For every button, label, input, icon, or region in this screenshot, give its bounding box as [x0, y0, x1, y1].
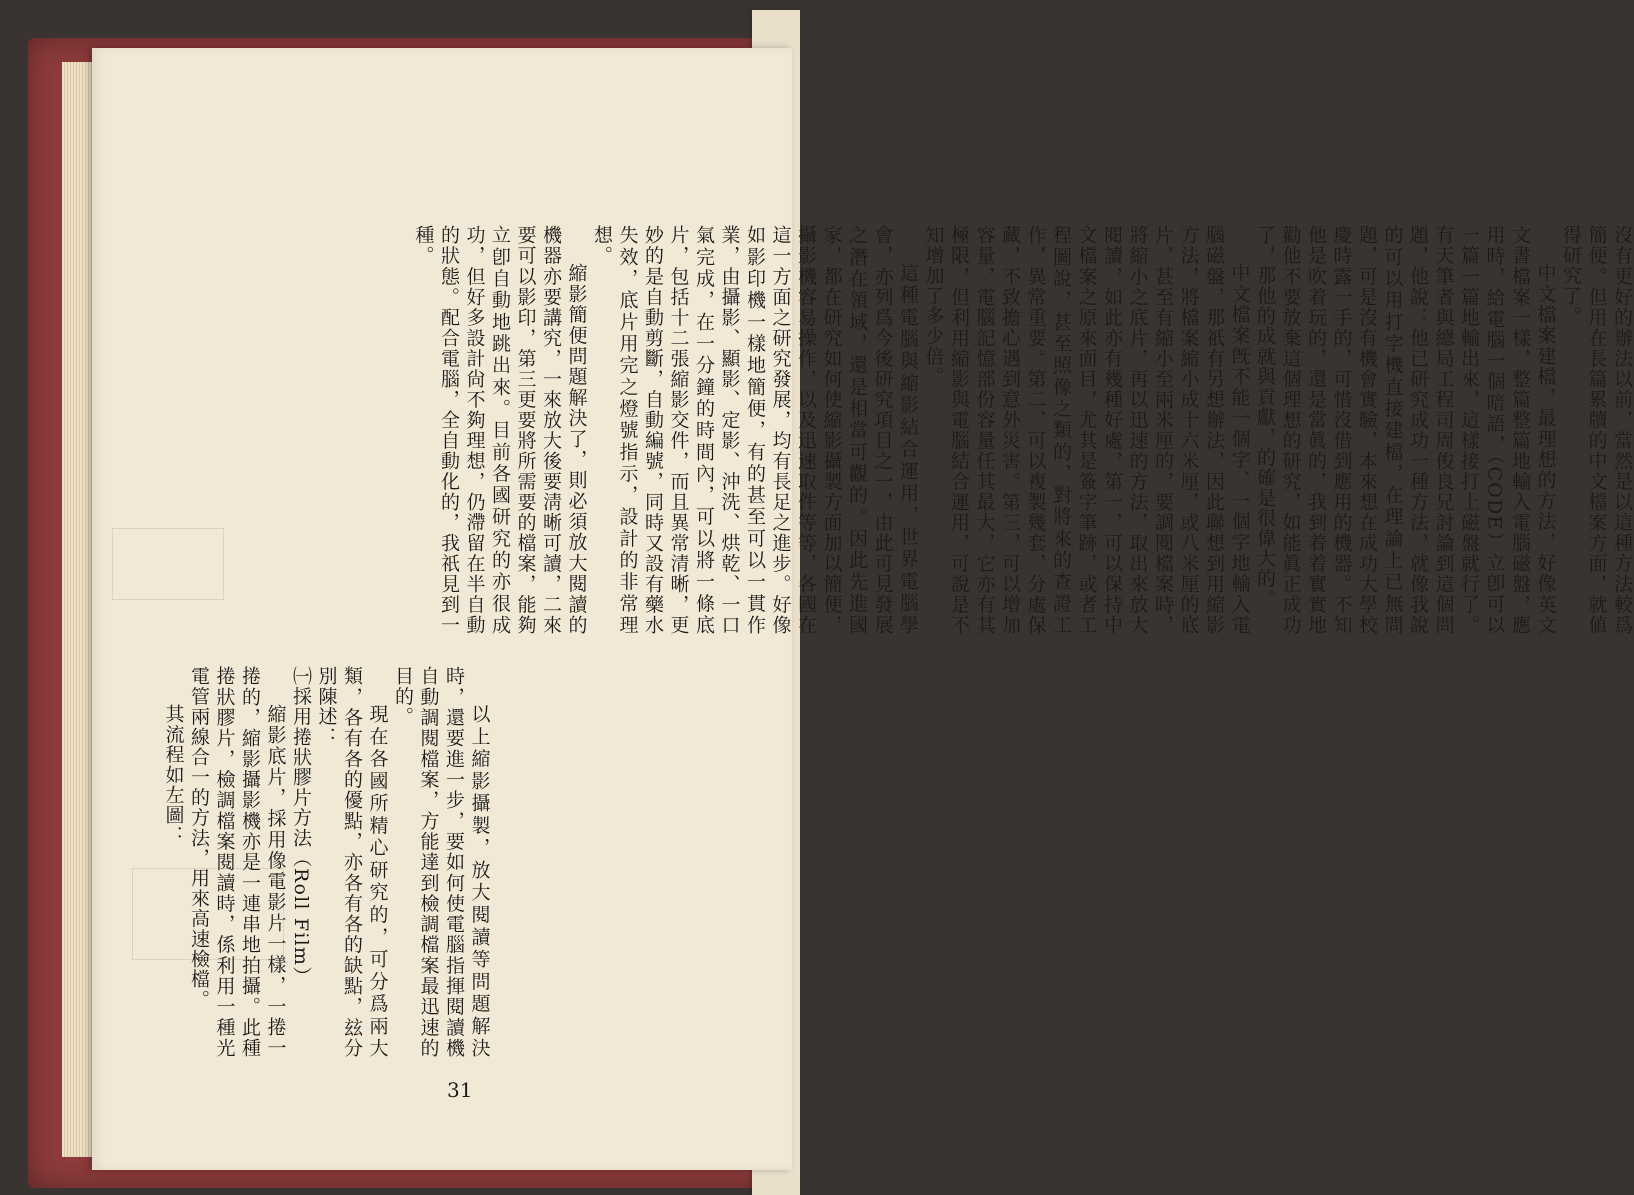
page-edges [62, 62, 96, 1157]
paragraph: 以上縮影攝製，放大閱讀等問題解決時，還要進一步，要如何使電腦指揮閱讀機自動調閱檔案，方能達到檢調檔案最迅速的目的。 [392, 666, 491, 1058]
paragraph: 縮影簡便問題解決了，則必須放大閱讀的機器亦要講究，一來放大後要淸晰可讀，二來要可以影印，第三更要將所需要的檔案，能夠立卽自動地跳出來。目前各國研究的亦很成功，但好多設計尙不夠理想，仍滯留在半自動的狀態。配合電腦，全自動化的，我祇見到一種。 [412, 225, 588, 635]
paragraph: 縮影底片，採用像電影片一樣，一捲一捲的，縮影攝影機亦是一連串地拍攝。此種捲狀膠片，檢調檔案閱讀時，係利用一種光電管兩線合一的方法，用來高速檢檔。 [188, 666, 287, 1058]
upper-text-block [410, 225, 1634, 635]
paragraph: 中文檔案旣不能一個字、一個字地輸入電腦磁盤，那祇有另想辦法，因此聯想到用縮影方法，將檔案縮小成十六米厘，或八米厘的底片，甚至有縮小至兩米厘的，要調閱檔案時，將縮小之底片，再以迅速的方法，取出來放大閱讀，如此亦有幾種好處，第一，可以保持中文檔案之原來面目，尤其是簽字筆跡，或者工程圖說，甚至照像之類的，對將來的查證工作，異常重要。第二，可以複製幾套，分處保藏，不致擔心遇到意外災害。第三，可以增加容量，電腦記憶部份容量任其最大，它亦有其極限，但利用縮影與電腦結合運用，可說是不知增加了多少倍。 [922, 225, 1251, 635]
section-heading: ㈠採用捲狀膠片方法（Roll Film） [290, 666, 312, 987]
show-through-shape [112, 528, 224, 600]
paragraph: 其流程如左圖： [162, 704, 185, 846]
lower-text-block [160, 666, 492, 1058]
paragraph: 現在各國所精心研究的，可分爲兩大類，各有各的優點，亦各有各的缺點，玆分別陳述： [315, 666, 389, 1058]
paragraph: 中文檔案建檔，最理想的方法，好像英文文書檔案一樣，整篇整篇地輸入電腦磁盤，應用時，給電腦一個暗語，（CODE）立卽可以一篇一篇地輸出來，這樣接打上磁盤就行了。有天筆者與總局工程司周俊良兄討論到這個問題，他說：他已研究成功一種方法，就像我說的可以用打字機直接建檔，在理論上已無問題，可是沒有機會實驗，本來想在成功大學校慶時露一手的，可惜沒借到應用的機器。不知他是吹着玩的，還是當眞的，我到着着實實地勸他不要放棄這個理想的研究，如能眞正成功了，那他的成就與貢獻，的確是很偉大的。 [1254, 225, 1557, 635]
page-number: 31 [447, 1078, 473, 1102]
paragraph: 沒有更好的辦法以前，當然是以這種方法較爲簡便。但用在長篇累牘的中文檔案方面，就値得研究了。 [1560, 225, 1633, 635]
paragraph: 這種電腦與縮影結合運用，世界電腦學會，亦列爲今後研究項目之一，由此可見發展之潛在領域，還是相當可觀的。因此先進國家，都在研究如何使縮影攝製方面加以簡便，攝影機容易操作，以及迅速取件等等，各國在這一方面之研究發展，均有長足之進步。好像如影印機一樣地簡便，有的甚至可以一貫作業，由攝影、顯影、定影、沖洗、烘乾、一口氣完成，在一分鐘的時間內，可以將一條底片，包括十二張縮影交件，而且異常清晰，更妙的是自動剪斷，自動編號，同時又設有藥水失效，底片用完之燈號指示，設計的非常理想。 [591, 225, 919, 635]
